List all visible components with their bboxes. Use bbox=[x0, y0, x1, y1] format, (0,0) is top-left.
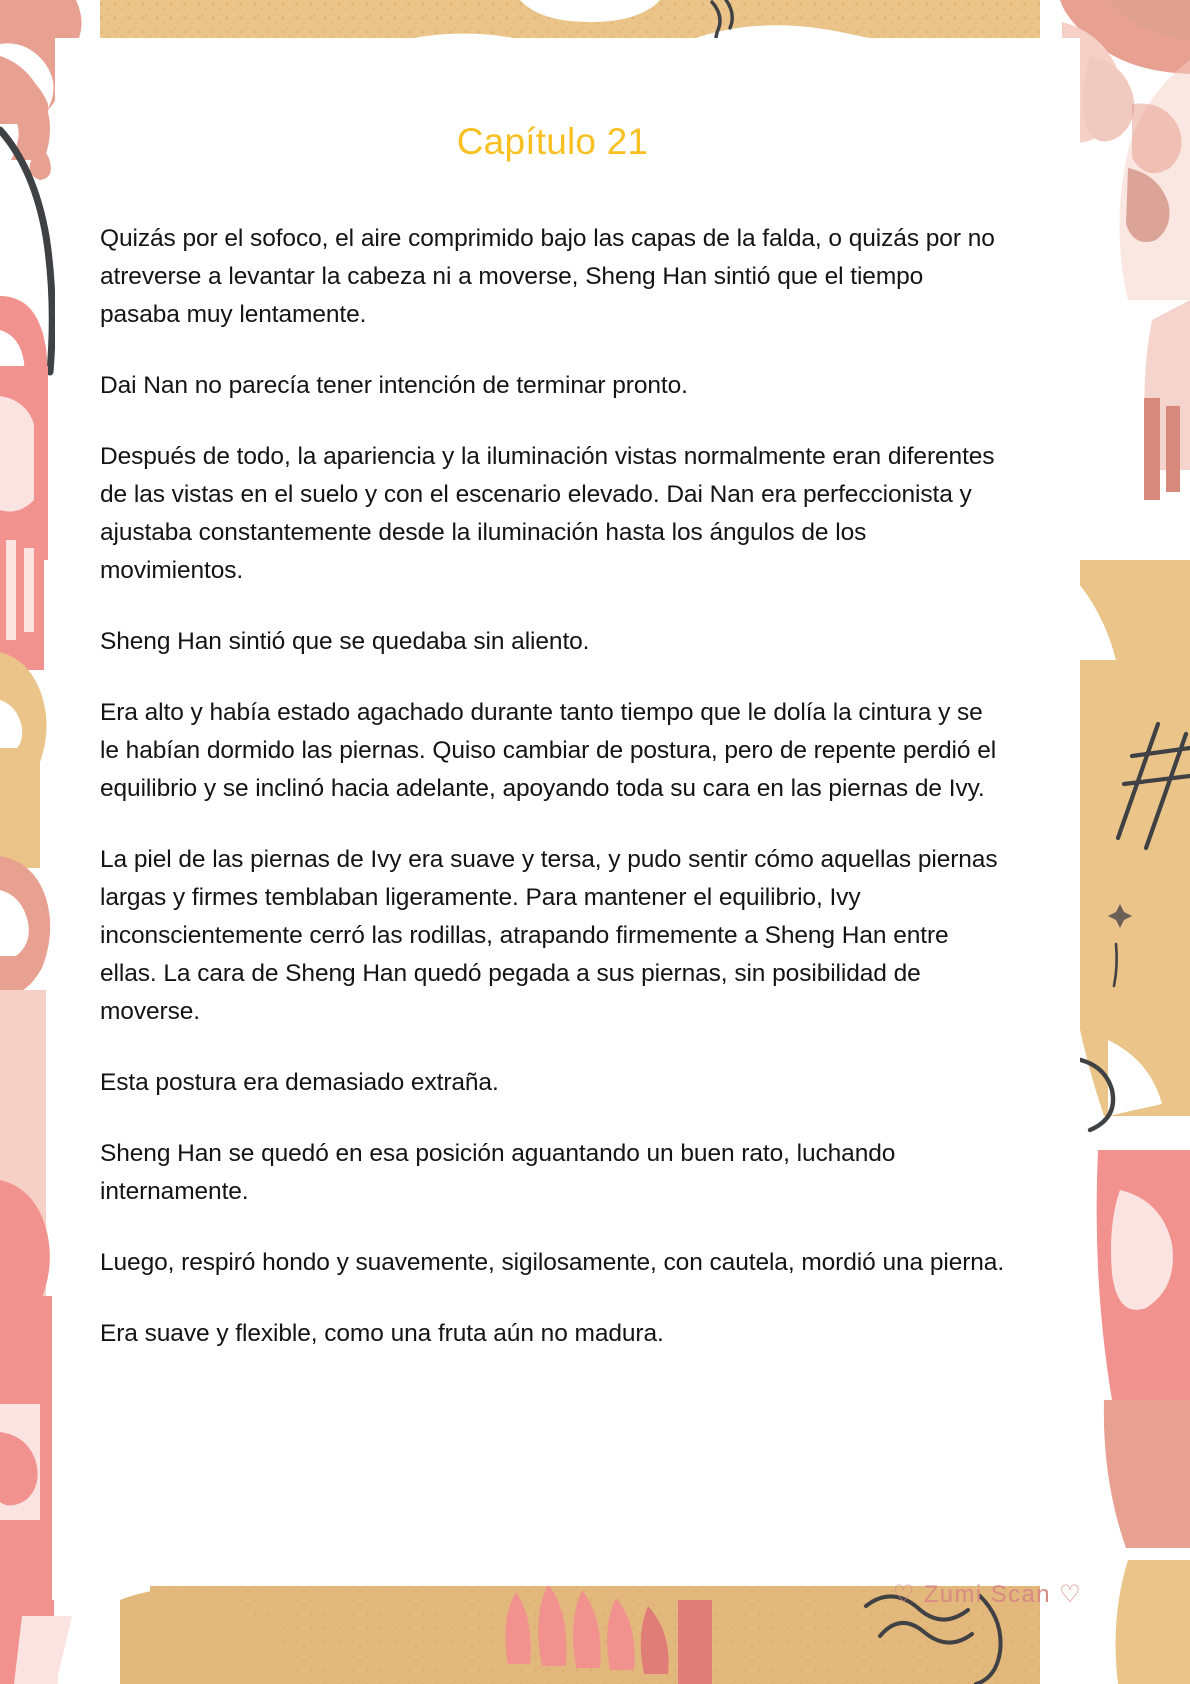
paragraph: Esta postura era demasiado extraña. bbox=[100, 1068, 499, 1096]
paragraph: Sheng Han sintió que se quedaba sin aliento. bbox=[100, 628, 590, 656]
scan-watermark: ♡ Zumi Scan ♡ bbox=[892, 1581, 1082, 1608]
paragraph: Sheng Han se quedó en esa posición aguantando un buen rato, luchando internamente. bbox=[100, 1139, 896, 1205]
chapter-title: Capítulo 21 bbox=[456, 121, 649, 162]
paragraph: Después de todo, la apariencia y la iluminación vistas normalmente eran diferentes de las vistas en el suelo y con el escenario elevado. Dai Nan era perfeccionista y ajustaba constantemente desde la iluminación hasta los ángulos de los movimientos. bbox=[100, 443, 995, 585]
paragraph: Luego, respiró hondo y suavemente, sigilosamente, con cautela, mordió una pierna. bbox=[100, 1248, 1005, 1276]
blush-shape-right-lower bbox=[1097, 1150, 1190, 1684]
paragraph: Dai Nan no parecía tener intención de terminar pronto. bbox=[100, 372, 688, 400]
paragraph: Era alto y había estado agachado durante tanto tiempo que le dolía la cintura y se le habían dormido las piernas. Quiso cambiar de postura, pero de repente perdió el equilibrio y se inclinó hacia adelante, apoyando toda su cara en las piernas de Ivy. bbox=[100, 699, 997, 803]
paragraph: La piel de las piernas de Ivy era suave y tersa, y pudo sentir cómo aquellas piernas largas y firmes temblaban ligeramente. Para mantener el equilibrio, Ivy inconscientemente cerró las rodillas, atrapando firmemente a Sheng Han entre ellas. La cara de Sheng Han quedó pegada a sus piernas, sin posibilidad de moverse. bbox=[100, 846, 998, 1025]
paragraph: Era suave y flexible, como una fruta aún no madura. bbox=[100, 1319, 664, 1347]
chapter-content bbox=[100, 120, 1005, 1353]
paragraph: Quizás por el sofoco, el aire comprimido bajo las capas de la falda, o quizás por no atreverse a levantar la cabeza ni a moverse, Sheng Han sintió que el tiempo pasaba muy lentamente. bbox=[100, 225, 995, 329]
pink-arch-left bbox=[0, 296, 50, 995]
